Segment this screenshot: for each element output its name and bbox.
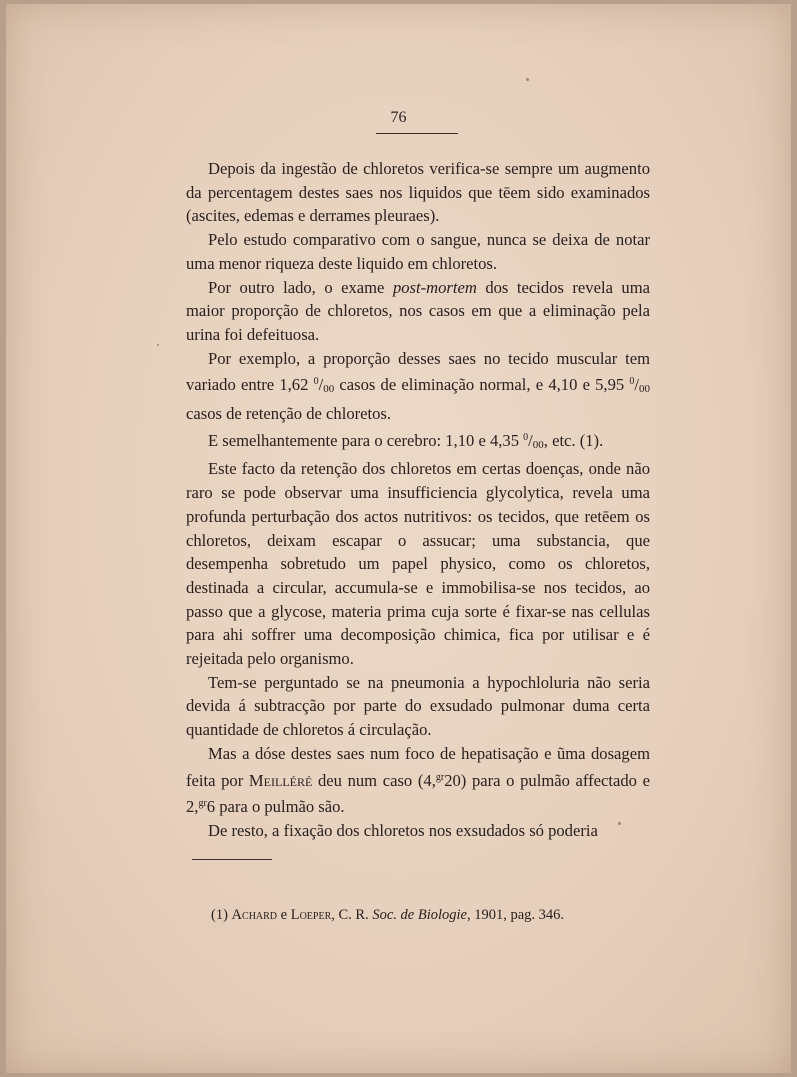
paragraph-3: Por outro lado, o exame post-mortem dos tecidos revela uma maior proporção de chloretos, nos casos em que a eliminação pela urina foi defeituosa. — [186, 277, 651, 344]
page-number: 76 — [390, 109, 407, 126]
paragraph-8: Mas a dóse destes saes num foco de hepatisação e ũma dosagem feita por Meilléré deu num caso (4,$^{gr}$20) para o pulmão affectado e 2,$^{gr}$6 para o pulmão são. — [186, 743, 650, 817]
body-text — [186, 157, 650, 843]
footnote-rule — [192, 859, 272, 860]
footnote: (1) Achard e Loeper, C. R. Soc. de Biologie, 1901, pag. 346. — [211, 907, 565, 923]
paper-speck — [526, 78, 529, 81]
paragraph-5: E semelhantemente para o cerebro: 1,10 e 4,35 $^0$/00, etc. (1). — [208, 430, 604, 451]
paragraph-1: Depois da ingestão de chloretos verifica-se sempre um augmento da percentagem destes saes nos liquidos que tēem sido examinados (ascites, edemas e derrames pleuraes). — [186, 159, 650, 226]
paper-speck — [618, 822, 621, 825]
header-rule — [376, 133, 458, 134]
paragraph-9: De resto, a fixação dos chloretos nos exsudados só poderia — [208, 820, 598, 840]
paper-speck — [157, 344, 159, 346]
paragraph-6: Este facto da retenção dos chloretos em certas doenças, onde não raro se pode observar uma insufficiencia glycolytica, revela uma profunda perturbação dos actos nutritivos: os tecidos, que retēem os chloretos, deixam escapar o assucar; uma substancia, que desempenha sobretudo um papel physico, como os chloretos, destinada a circular, accumula-se e immobilisa-se nos tecidos, ao passo que a glycose, materia prima cuja sorte é fixar-se nas cellulas para ahi soffrer uma decomposição chimica, fica por utilisar e é rejeitada pelo organismo. — [186, 459, 650, 669]
paragraph-2: Pelo estudo comparativo com o sangue, nunca se deixa de notar uma menor riqueza deste liquido em chloretos. — [186, 230, 650, 273]
paragraph-7: Tem-se perguntado se na pneumonia a hypochloluria não seria devida á subtracção por parte do exsudado pulmonar duma certa quantidade de chloretos á circulação. — [186, 672, 650, 740]
book-page — [6, 4, 791, 1073]
author-name: Meilléré — [248, 770, 313, 790]
paragraph-4: Por exemplo, a proporção desses saes no tecido muscular tem variado entre 1,62 $^0$/00 casos de eliminação normal, e 4,10 e 5,95 $^0$/00 casos de retenção de chloretos. — [186, 348, 651, 424]
